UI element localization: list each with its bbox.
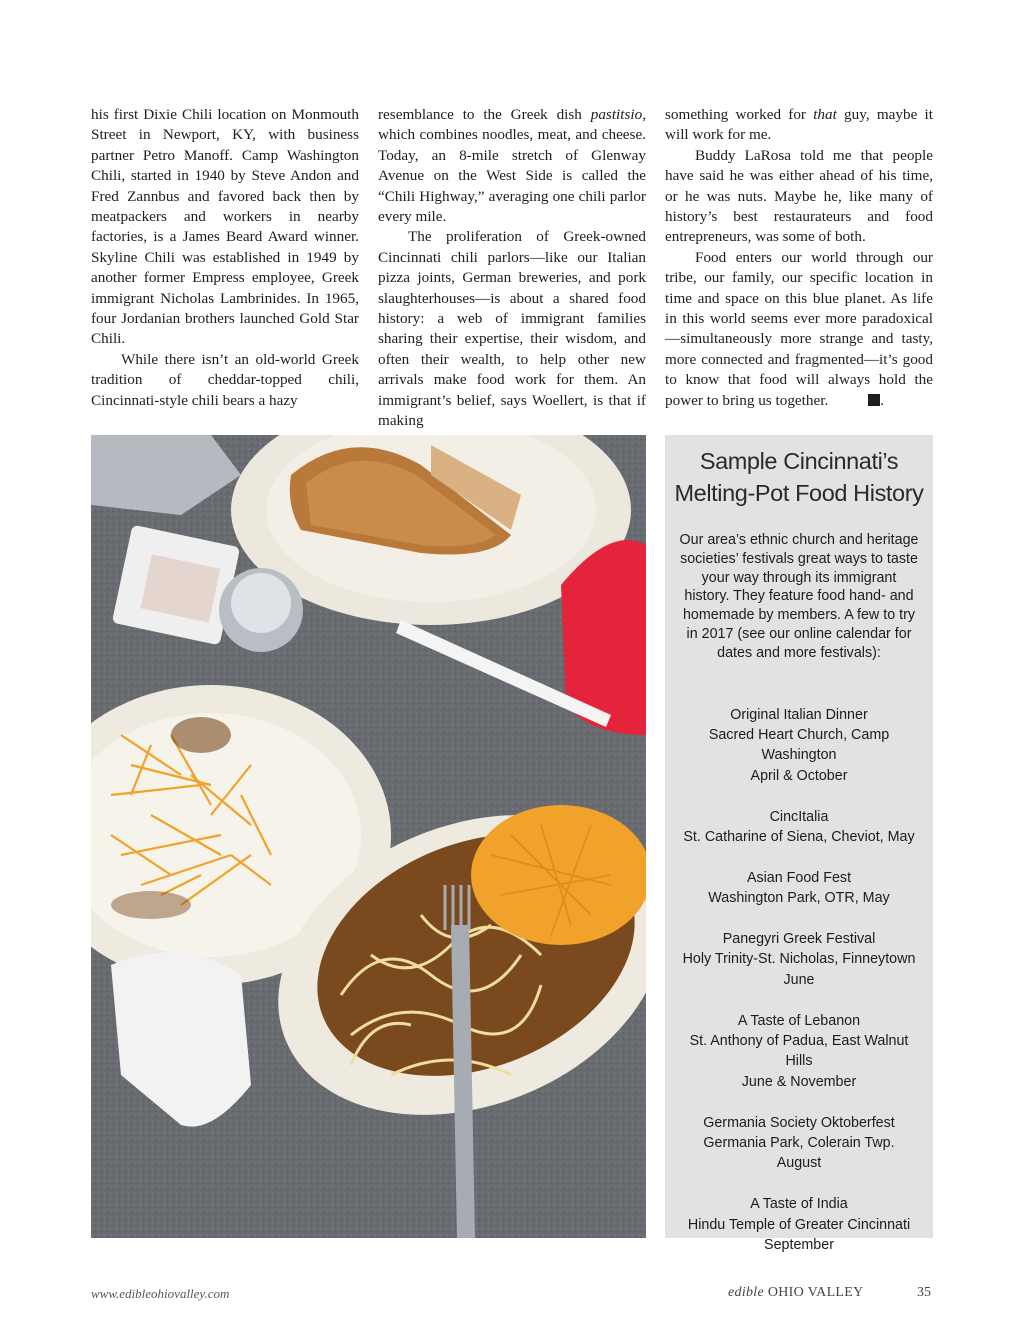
event-place: St. Catharine of Siena, Cheviot, May [683, 829, 915, 845]
brand-ohio-valley: OHIO VALLEY [767, 1285, 864, 1300]
col3-p3-text: Food enters our world through our tribe, our family, our specific location in time and space on this blue planet. As life in this world seems ever more paradoxical—simultaneously more strange and tasty, more connected and fragmented—it’s good to know that food will always hold the power to bring us together. [665, 248, 933, 409]
event-item [675, 1011, 923, 1093]
footer-brand [728, 1285, 864, 1301]
event-name: A Taste of Lebanon [737, 1012, 861, 1029]
col3-paragraph-2: Buddy LaRosa told me that people have said he was either ahead of his time, or he was nuts. Maybe he, like many of history’s best restaurateurs and food entrepreneurs, was some of both. [665, 146, 933, 246]
col3-paragraph-1 [665, 105, 933, 146]
event-name: CincItalia [769, 808, 829, 825]
col1-paragraph-1: his first Dixie Chili location on Monmouth Street in Newport, KY, with business partner Petro Manoff. Camp Washington Chili, started in 1940 by Steve Andon and Fred Zannbus and favored back then by meatpackers and workers in nearby factories, is a James Beard Award winner. Skyline Chili was established in 1949 by another former Empress employee, Greek immigrant Nicholas Lambrinides. In 1965, four Jordanian brothers launched Gold Star Chili. [91, 106, 359, 348]
col2-p1-text-b: , which combines noodles, meat, and cheese. Today, an 8-mile stretch of Glenway Avenue on the West Side is called the “Chili Highway,” averaging one chili parlor every mile. [378, 106, 646, 226]
event-name: Original Italian Dinner [730, 706, 868, 723]
article-column-3 [665, 105, 933, 411]
col2-p1-italic: pastitsio [590, 106, 643, 123]
event-item [675, 1194, 923, 1255]
photo-illustration [91, 435, 646, 1238]
end-mark-square-icon [868, 394, 880, 406]
event-place: Washington Park, OTR, May [708, 890, 890, 907]
event-place: Hindu Temple of Greater Cincinnati [687, 1216, 911, 1233]
event-item [675, 807, 923, 848]
col3-paragraph-3 [665, 248, 933, 411]
end-period: . [880, 391, 885, 409]
sidebar-title-line-1: Sample Cincinnati’s [699, 448, 899, 474]
col2-paragraph-1 [378, 105, 646, 227]
event-name: Germania Society Oktoberfest [703, 1114, 895, 1131]
event-place: Germania Park, Colerain Twp. [703, 1135, 895, 1152]
sidebar-title-line-2: Melting-Pot Food History [674, 480, 924, 506]
event-place: Holy Trinity-St. Nicholas, Finneytown [682, 951, 916, 968]
event-name: Asian Food Fest [746, 869, 852, 886]
spaghetti-cheese [471, 805, 646, 945]
event-name: A Taste of India [750, 1196, 848, 1213]
event-item [675, 929, 923, 990]
event-when: June & November [741, 1073, 857, 1090]
col3-p1-italic: that [813, 106, 837, 123]
brand-edible: edible [728, 1285, 765, 1300]
article-column-2 [378, 105, 646, 432]
event-list [665, 705, 933, 1256]
event-place: Sacred Heart Church, Camp Washington [708, 726, 890, 764]
event-when: September [764, 1237, 834, 1254]
event-when: June [783, 971, 815, 988]
sidebar-title [673, 445, 925, 509]
col3-p1-text-a: something worked for [665, 106, 814, 123]
col2-paragraph-2: The proliferation of Greek-owned Cincinnati chili parlors—like our Italian pizza joints, German breweries, and pork slaughterhouses—is about a shared food history: a web of immigrant families sharing their expertise, their wisdom, and often their wealth, to help other new arrivals make food work for them. An immigrant’s belief, says Woellert, is that if making [378, 228, 646, 430]
footer-website-link[interactable]: www.edibleohiovalley.com [91, 1286, 230, 1301]
sidebar-intro: Our area’s ethnic church and heritage societies’ festivals great ways to taste your way through its immigrant history. They feature food hand- and homemade by members. A few to try in 2017 (see our online calendar for dates and more festivals): [679, 532, 919, 661]
event-when: April & October [750, 767, 848, 784]
article-column-1 [91, 105, 359, 411]
event-item [675, 705, 923, 787]
sidebar-box [665, 435, 933, 1254]
page-number: 35 [917, 1285, 931, 1300]
event-item [675, 1113, 923, 1174]
event-name: Panegyri Greek Festival [722, 931, 876, 947]
event-item [675, 868, 923, 909]
col1-paragraph-2: While there isn’t an old-world Greek tradition of cheddar-topped chili, Cincinnati-style chili bears a hazy [91, 350, 359, 409]
col2-p1-text-a: resemblance to the Greek dish [378, 106, 591, 123]
col3-p1-text-b: guy, maybe it will work for me. [665, 106, 933, 144]
event-when: August [776, 1155, 822, 1172]
chili-table-photo [91, 435, 646, 1238]
event-place: St. Anthony of Padua, East Walnut Hills [689, 1033, 909, 1070]
